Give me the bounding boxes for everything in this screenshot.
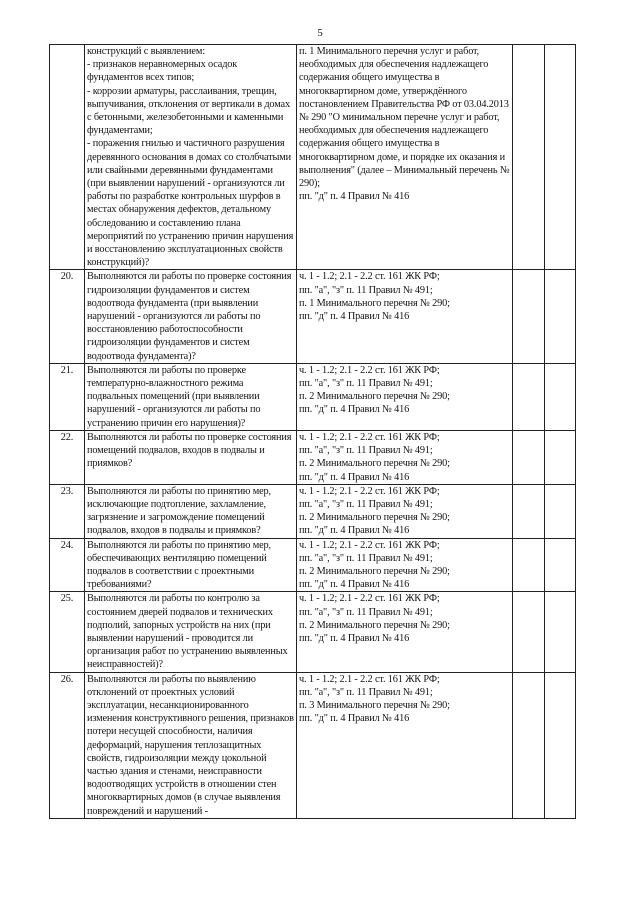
row-number: 26. [50, 672, 85, 818]
answer-cell [513, 672, 545, 818]
table-row [50, 484, 576, 538]
table-row [50, 270, 576, 363]
row-number: 20. [50, 270, 85, 363]
legal-basis-cell: ч. 1 - 1.2; 2.1 - 2.2 ст. 161 ЖК РФ; пп. "а", "з" п. 11 Правил № 491; п. 2 Минимального перечня № 290; пп. "д" п. 4 Правил № 416 [297, 484, 513, 538]
row-number: 22. [50, 430, 85, 484]
legal-basis-cell: ч. 1 - 1.2; 2.1 - 2.2 ст. 161 ЖК РФ; пп. "а", "з" п. 11 Правил № 491; п. 2 Минимального перечня № 290; пп. "д" п. 4 Правил № 416 [297, 592, 513, 672]
note-cell [545, 363, 576, 430]
answer-cell [513, 45, 545, 270]
table-row [50, 363, 576, 430]
answer-cell [513, 484, 545, 538]
note-cell [545, 484, 576, 538]
question-cell: Выполняются ли работы по принятию мер, исключающие подтопление, захламление, загрязнение и загромождение помещений подвалов, входов в подвалы и приямков? [85, 484, 297, 538]
note-cell [545, 538, 576, 592]
note-cell [545, 270, 576, 363]
row-number [50, 45, 85, 270]
answer-cell [513, 430, 545, 484]
answer-cell [513, 270, 545, 363]
question-cell: конструкций с выявлением: - признаков неравномерных осадок фундаментов всех типов; - коррозии арматуры, расслаивания, трещин, выпучивания, отклонения от вертикали в домах с бетонными, железобетонными и каменными фундаментами; - поражения гнилью и частичного разрушения деревянного основания в домах со столбчатыми или свайными деревянными фундаментами (при выявлении нарушений - организуются ли работы по разработке контрольных шурфов в местах обнаружения дефектов, детальному обследованию и составлению плана мероприятий по устранению причин нарушения и восстановлению эксплуатационных свойств конструкций)? [85, 45, 297, 270]
table-row [50, 430, 576, 484]
row-number: 23. [50, 484, 85, 538]
question-cell: Выполняются ли работы по проверке состояния помещений подвалов, входов в подвалы и приямков? [85, 430, 297, 484]
answer-cell [513, 592, 545, 672]
note-cell [545, 672, 576, 818]
legal-basis-cell: ч. 1 - 1.2; 2.1 - 2.2 ст. 161 ЖК РФ; пп. "а", "з" п. 11 Правил № 491; п. 2 Минимального перечня № 290; пп. "д" п. 4 Правил № 416 [297, 430, 513, 484]
legal-basis-cell: ч. 1 - 1.2; 2.1 - 2.2 ст. 161 ЖК РФ; пп. "а", "з" п. 11 Правил № 491; п. 2 Минимального перечня № 290; пп. "д" п. 4 Правил № 416 [297, 363, 513, 430]
row-number: 21. [50, 363, 85, 430]
legal-basis-cell: п. 1 Минимального перечня услуг и работ, необходимых для обеспечения надлежащего содержания общего имущества в многоквартирном доме, утверждённого постановлением Правительства РФ от 03.04.2013 № 290 "О минимальном перечне услуг и работ, необходимых для обеспечения надлежащего содержания общего имущества в многоквартирном доме, и порядке их оказания и выполнения" (далее – Минимальный перечень № 290); пп. "д" п. 4 Правил № 416 [297, 45, 513, 270]
requirements-table [49, 44, 576, 819]
note-cell [545, 430, 576, 484]
question-cell: Выполняются ли работы по проверке состояния гидроизоляции фундаментов и систем водоотвода фундамента (при выявлении нарушений - организуются ли работы по восстановлению работоспособности гидроизоляции фундаментов и систем водоотвода фундамента)? [85, 270, 297, 363]
answer-cell [513, 363, 545, 430]
legal-basis-cell: ч. 1 - 1.2; 2.1 - 2.2 ст. 161 ЖК РФ; пп. "а", "з" п. 11 Правил № 491; п. 3 Минимального перечня № 290; пп. "д" п. 4 Правил № 416 [297, 672, 513, 818]
legal-basis-cell: ч. 1 - 1.2; 2.1 - 2.2 ст. 161 ЖК РФ; пп. "а", "з" п. 11 Правил № 491; п. 1 Минимального перечня № 290; пп. "д" п. 4 Правил № 416 [297, 270, 513, 363]
question-cell: Выполняются ли работы по проверке температурно-влажностного режима подвальных помещений (при выявлении нарушений - организуются ли работы по устранению причин его нарушения)? [85, 363, 297, 430]
table-row [50, 592, 576, 672]
note-cell [545, 592, 576, 672]
table-row [50, 45, 576, 270]
table-row [50, 538, 576, 592]
question-cell: Выполняются ли работы по выявлению отклонений от проектных условий эксплуатации, несанкционированного изменения конструктивного решения, признаков потери несущей способности, наличия деформаций, нарушения теплозащитных свойств, гидроизоляции между цокольной частью здания и стенами, неисправности водоотводящих устройств в отношении стен многоквартирных домов (в случае выявления повреждений и нарушений - [85, 672, 297, 818]
question-cell: Выполняются ли работы по контролю за состоянием дверей подвалов и технических подполий, запорных устройств на них (при выявлении нарушений - проводится ли организация работ по устранению выявленных неисправностей)? [85, 592, 297, 672]
legal-basis-cell: ч. 1 - 1.2; 2.1 - 2.2 ст. 161 ЖК РФ; пп. "а", "з" п. 11 Правил № 491; п. 2 Минимального перечня № 290; пп. "д" п. 4 Правил № 416 [297, 538, 513, 592]
row-number: 24. [50, 538, 85, 592]
table-row [50, 672, 576, 818]
answer-cell [513, 538, 545, 592]
note-cell [545, 45, 576, 270]
page-number: 5 [317, 27, 323, 39]
row-number: 25. [50, 592, 85, 672]
question-cell: Выполняются ли работы по принятию мер, обеспечивающих вентиляцию помещений подвалов в соответствии с проектными требованиями? [85, 538, 297, 592]
